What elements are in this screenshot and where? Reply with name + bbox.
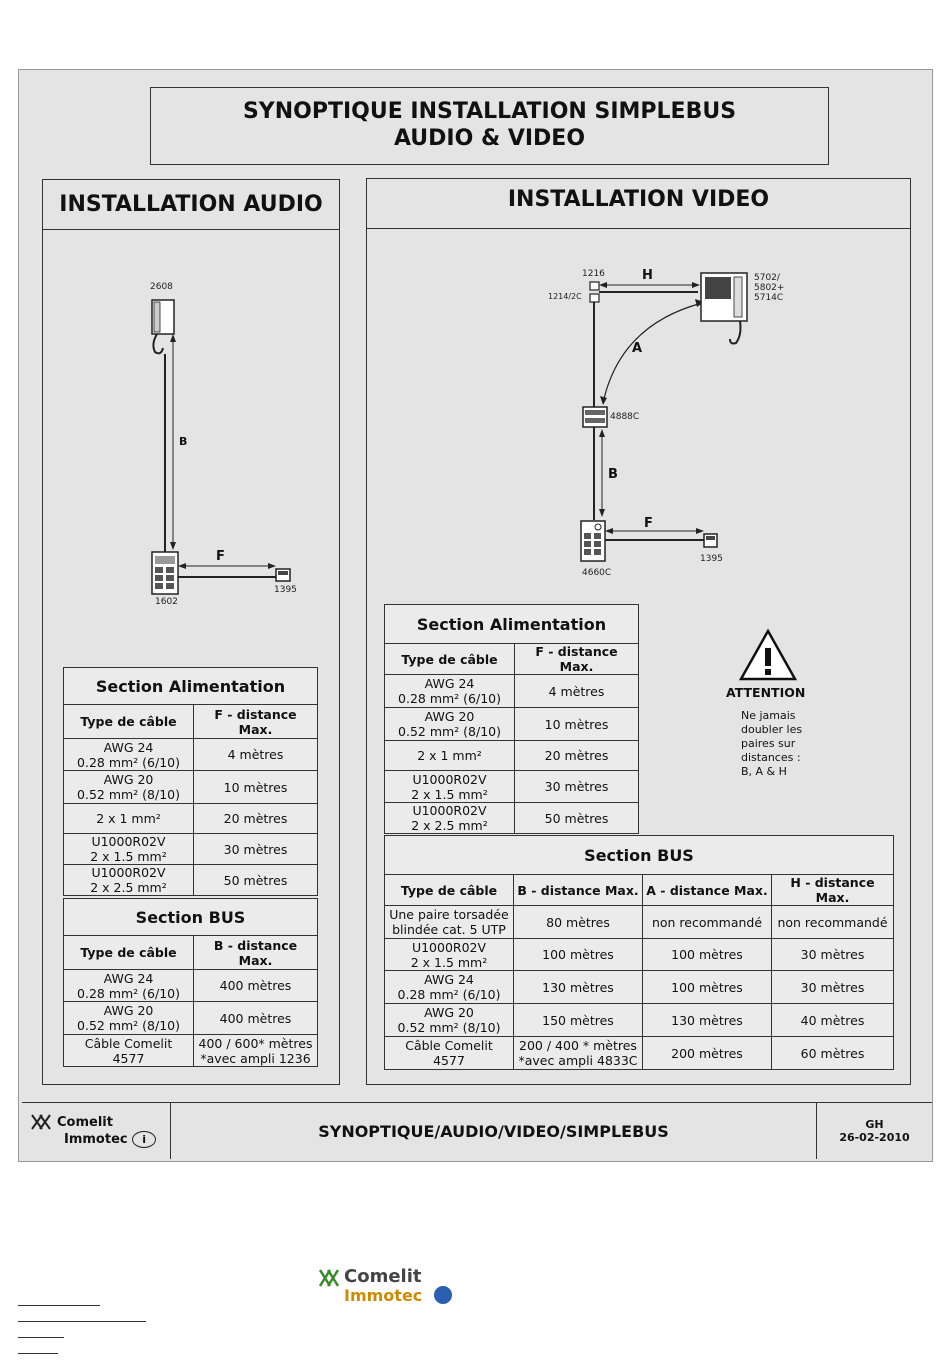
table-cell: 400 / 600* mètres *avec ampli 1236 [194, 1035, 318, 1067]
info-icon: i [132, 1131, 156, 1148]
monitor-icon [701, 273, 747, 344]
video-heading-text: INSTALLATION VIDEO [507, 187, 770, 212]
table-row [385, 803, 639, 834]
table-cell: 50 mètres [194, 865, 318, 896]
table-cell: 100 mètres [643, 971, 772, 1004]
divider [18, 1321, 146, 1322]
table-row [385, 708, 639, 741]
table-cell: 30 mètres [515, 771, 639, 803]
table-row [64, 739, 318, 771]
table-row [385, 771, 639, 803]
table-row [64, 865, 318, 896]
letter-f-video: F [644, 516, 653, 531]
table-cell: 100 mètres [643, 939, 772, 971]
table-row [64, 1035, 318, 1067]
label-4888c: 4888C [610, 412, 640, 422]
attention-notice [722, 628, 817, 779]
letter-b-video: B [608, 467, 618, 482]
col-header: Type de câble [64, 705, 194, 739]
table-cell: AWG 20 0.52 mm² (8/10) [385, 708, 515, 741]
col-header: F - distance Max. [194, 705, 318, 739]
table-row [64, 771, 318, 804]
bottom-logo [318, 1266, 458, 1310]
table-cell: 40 mètres [772, 1004, 894, 1037]
table-cell: U1000R02V 2 x 1.5 mm² [385, 939, 514, 971]
power-supply-icon [704, 534, 717, 547]
label-4660c: 4660C [582, 568, 612, 578]
col-header: Type de câble [385, 875, 514, 906]
audio-bus-table [63, 898, 318, 1067]
attention-title: ATTENTION [726, 685, 806, 700]
table-cell: 200 mètres [643, 1037, 772, 1070]
video-diagram [570, 265, 770, 575]
label-1216: 1216 [582, 269, 605, 279]
table-row [385, 1004, 894, 1037]
table-cell: 130 mètres [643, 1004, 772, 1037]
small-device-icon [590, 282, 599, 302]
col-header: Type de câble [385, 644, 515, 675]
divider [18, 1305, 100, 1306]
col-header: B - distance Max. [514, 875, 643, 906]
table-row [385, 675, 639, 708]
table-row [385, 741, 639, 771]
audio-heading-text: INSTALLATION AUDIO [59, 191, 323, 217]
col-header: A - distance Max. [643, 875, 772, 906]
label-monitor: 5702/ 5802+ 5714C [754, 273, 785, 303]
table-cell: Câble Comelit 4577 [385, 1037, 514, 1070]
table-row [385, 971, 894, 1004]
bottom-logo-line2: Immotec [344, 1286, 423, 1305]
col-header: F - distance Max. [515, 644, 639, 675]
table-cell: 60 mètres [772, 1037, 894, 1070]
audio-bus-caption: Section BUS [64, 899, 318, 936]
bottom-logo-line1: Comelit [344, 1266, 422, 1287]
attention-text: Ne jamais doubler les paires sur distances : B, A & H [741, 709, 803, 778]
table-row [385, 939, 894, 971]
comelit-logo-icon [30, 1113, 56, 1131]
table-cell: 20 mètres [194, 804, 318, 834]
col-header: H - distance Max. [772, 875, 894, 906]
label-1395-audio: 1395 [274, 585, 297, 595]
document-title-text: SYNOPTIQUE INSTALLATION SIMPLEBUS AUDIO & VIDEO [242, 99, 737, 151]
globe-icon [434, 1286, 452, 1304]
audio-alim-table [63, 667, 318, 896]
table-cell: AWG 20 0.52 mm² (8/10) [385, 1004, 514, 1037]
table-cell: 80 mètres [514, 906, 643, 939]
letter-a: A [632, 341, 643, 356]
table-cell: U1000R02V 2 x 2.5 mm² [64, 865, 194, 896]
table-cell: U1000R02V 2 x 2.5 mm² [385, 803, 515, 834]
label-1602: 1602 [155, 597, 178, 607]
table-cell: 400 mètres [194, 1002, 318, 1035]
table-cell: AWG 24 0.28 mm² (6/10) [385, 675, 515, 708]
table-cell: non recommandé [772, 906, 894, 939]
power-supply-icon [276, 569, 290, 581]
table-cell: AWG 24 0.28 mm² (6/10) [64, 739, 194, 771]
footer-brand-line2-wrap [64, 1131, 156, 1148]
table-cell: Une paire torsadée blindée cat. 5 UTP [385, 906, 514, 939]
table-cell: Câble Comelit 4577 [64, 1035, 194, 1067]
label-1214-2c: 1214/2C [548, 292, 582, 301]
table-cell: 2 x 1 mm² [64, 804, 194, 834]
table-row [64, 834, 318, 865]
table-cell: 10 mètres [194, 771, 318, 804]
footer-brand-line1: Comelit [57, 1115, 113, 1130]
table-cell: 10 mètres [515, 708, 639, 741]
table-cell: 150 mètres [514, 1004, 643, 1037]
table-cell: 100 mètres [514, 939, 643, 971]
video-bus-caption: Section BUS [385, 836, 894, 875]
table-row [64, 970, 318, 1002]
table-cell: 130 mètres [514, 971, 643, 1004]
letter-h: H [642, 268, 653, 283]
footer-title-cell [170, 1103, 816, 1159]
door-panel-icon [152, 552, 178, 594]
col-header: Type de câble [64, 936, 194, 970]
footer-doc-title: SYNOPTIQUE/AUDIO/VIDEO/SIMPLEBUS [318, 1121, 669, 1141]
table-cell: AWG 24 0.28 mm² (6/10) [64, 970, 194, 1002]
col-header: B - distance Max. [194, 936, 318, 970]
table-cell: 400 mètres [194, 970, 318, 1002]
table-cell: 30 mètres [772, 939, 894, 971]
letter-b-audio: B [179, 435, 188, 448]
document-title [150, 87, 829, 165]
table-cell: AWG 24 0.28 mm² (6/10) [385, 971, 514, 1004]
table-cell: AWG 20 0.52 mm² (8/10) [64, 771, 194, 804]
table-cell: AWG 20 0.52 mm² (8/10) [64, 1002, 194, 1035]
label-2608: 2608 [150, 282, 173, 292]
footer-date: 26-02-2010 [839, 1131, 910, 1144]
table-cell: 30 mètres [194, 834, 318, 865]
table-cell: 200 / 400 * mètres *avec ampli 4833C [514, 1037, 643, 1070]
audio-diagram [140, 280, 310, 605]
footer-date-cell [816, 1103, 932, 1159]
divider [18, 1353, 58, 1354]
divider [18, 1337, 64, 1338]
table-cell: U1000R02V 2 x 1.5 mm² [64, 834, 194, 865]
table-cell: 4 mètres [515, 675, 639, 708]
table-row [64, 804, 318, 834]
table-cell: U1000R02V 2 x 1.5 mm² [385, 771, 515, 803]
footer-brand-line2: Immotec [64, 1132, 128, 1147]
table-row [385, 906, 894, 939]
table-cell: 50 mètres [515, 803, 639, 834]
video-heading [366, 178, 911, 229]
label-1395-video: 1395 [700, 554, 723, 564]
table-cell: 2 x 1 mm² [385, 741, 515, 771]
letter-f-audio: F [216, 549, 225, 564]
warning-icon [738, 628, 798, 682]
footer-author: GH [865, 1118, 884, 1131]
audio-alim-caption: Section Alimentation [64, 668, 318, 705]
audio-heading [42, 179, 340, 230]
table-row [64, 1002, 318, 1035]
title-block [22, 1102, 932, 1159]
amplifier-icon [583, 407, 607, 427]
video-bus-table [384, 835, 894, 1070]
handset-icon [152, 300, 174, 353]
comelit-logo-icon [318, 1268, 344, 1288]
table-cell: 4 mètres [194, 739, 318, 771]
door-panel-icon [581, 521, 605, 561]
table-cell: 30 mètres [772, 971, 894, 1004]
table-cell: 20 mètres [515, 741, 639, 771]
video-alim-table [384, 604, 639, 834]
table-row [385, 1037, 894, 1070]
video-alim-caption: Section Alimentation [385, 605, 639, 644]
table-cell: non recommandé [643, 906, 772, 939]
